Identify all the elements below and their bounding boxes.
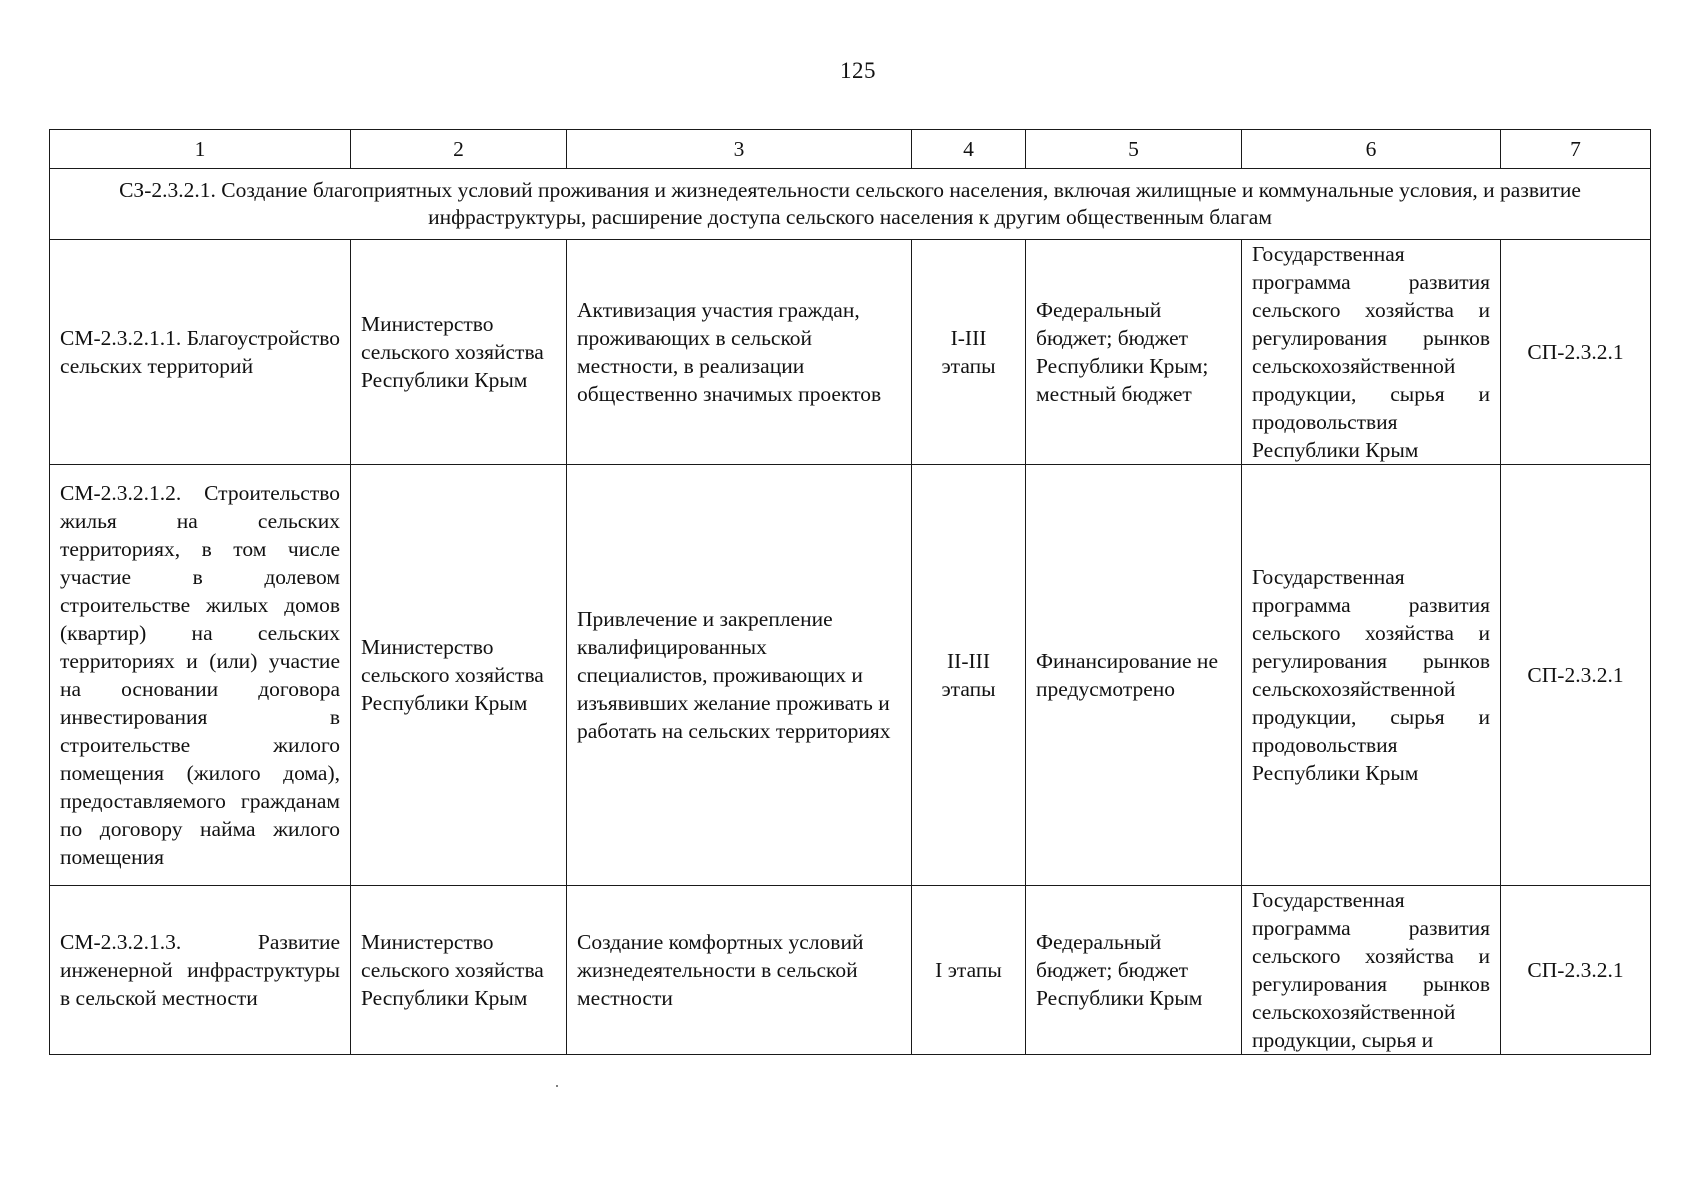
column-header: 1 [50, 130, 351, 169]
code-cell: СП-2.3.2.1 [1501, 465, 1651, 886]
executor-cell: Министерство сельского хозяйства Республики Крым [351, 240, 567, 465]
table-row [50, 886, 1651, 1055]
measure-cell: СМ-2.3.2.1.2. Строительство жилья на сельских территориях, в том числе участие в долевом строительстве жилых домов (квартир) на сельских территориях и (или) участие на основании договора инвестирования в строительстве жилого помещения (жилого дома), предоставляемого гражданам по договору найма жилого помещения [50, 465, 351, 886]
funding-cell: Финансирование не предусмотрено [1026, 465, 1242, 886]
stages-cell: I-III этапы [912, 240, 1026, 465]
funding-cell: Федеральный бюджет; бюджет Республики Крым; местный бюджет [1026, 240, 1242, 465]
column-header: 7 [1501, 130, 1651, 169]
code-cell: СП-2.3.2.1 [1501, 240, 1651, 465]
section-title: СЗ-2.3.2.1. Создание благоприятных условий проживания и жизнедеятельности сельского населения, включая жилищные и коммунальные условия, и развитие инфраструктуры, расширение доступа сельского населения к другим общественным благам [50, 169, 1651, 240]
column-header: 6 [1242, 130, 1501, 169]
result-cell: Привлечение и закрепление квалифицированных специалистов, проживающих и изъявивших желание проживать и работать на сельских территориях [567, 465, 912, 886]
executor-cell: Министерство сельского хозяйства Республики Крым [351, 465, 567, 886]
column-header: 2 [351, 130, 567, 169]
section-row [50, 169, 1651, 240]
stages-cell: I этапы [912, 886, 1026, 1055]
program-cell: Государственная программа развития сельского хозяйства и регулирования рынков сельскохозяйственной продукции, сырья и [1242, 886, 1501, 1055]
funding-cell: Федеральный бюджет; бюджет Республики Крым [1026, 886, 1242, 1055]
result-cell: Активизация участия граждан, проживающих в сельской местности, в реализации общественно значимых проектов [567, 240, 912, 465]
stages-cell: II-III этапы [912, 465, 1026, 886]
table-row [50, 465, 1651, 886]
program-cell: Государственная программа развития сельского хозяйства и регулирования рынков сельскохозяйственной продукции, сырья и продовольствия Республики Крым [1242, 465, 1501, 886]
scan-speck [556, 1085, 558, 1087]
column-header: 3 [567, 130, 912, 169]
measure-cell: СМ-2.3.2.1.3. Развитие инженерной инфраструктуры в сельской местности [50, 886, 351, 1055]
column-header: 4 [912, 130, 1026, 169]
column-header: 5 [1026, 130, 1242, 169]
page-number: 125 [840, 58, 876, 83]
executor-cell: Министерство сельского хозяйства Республики Крым [351, 886, 567, 1055]
result-cell: Создание комфортных условий жизнедеятельности в сельской местности [567, 886, 912, 1055]
measures-table [49, 129, 1651, 1055]
code-cell: СП-2.3.2.1 [1501, 886, 1651, 1055]
table-row [50, 240, 1651, 465]
column-number-row [50, 130, 1651, 169]
measure-cell: СМ-2.3.2.1.1. Благоустройство сельских территорий [50, 240, 351, 465]
program-cell: Государственная программа развития сельского хозяйства и регулирования рынков сельскохозяйственной продукции, сырья и продовольствия Республики Крым [1242, 240, 1501, 465]
